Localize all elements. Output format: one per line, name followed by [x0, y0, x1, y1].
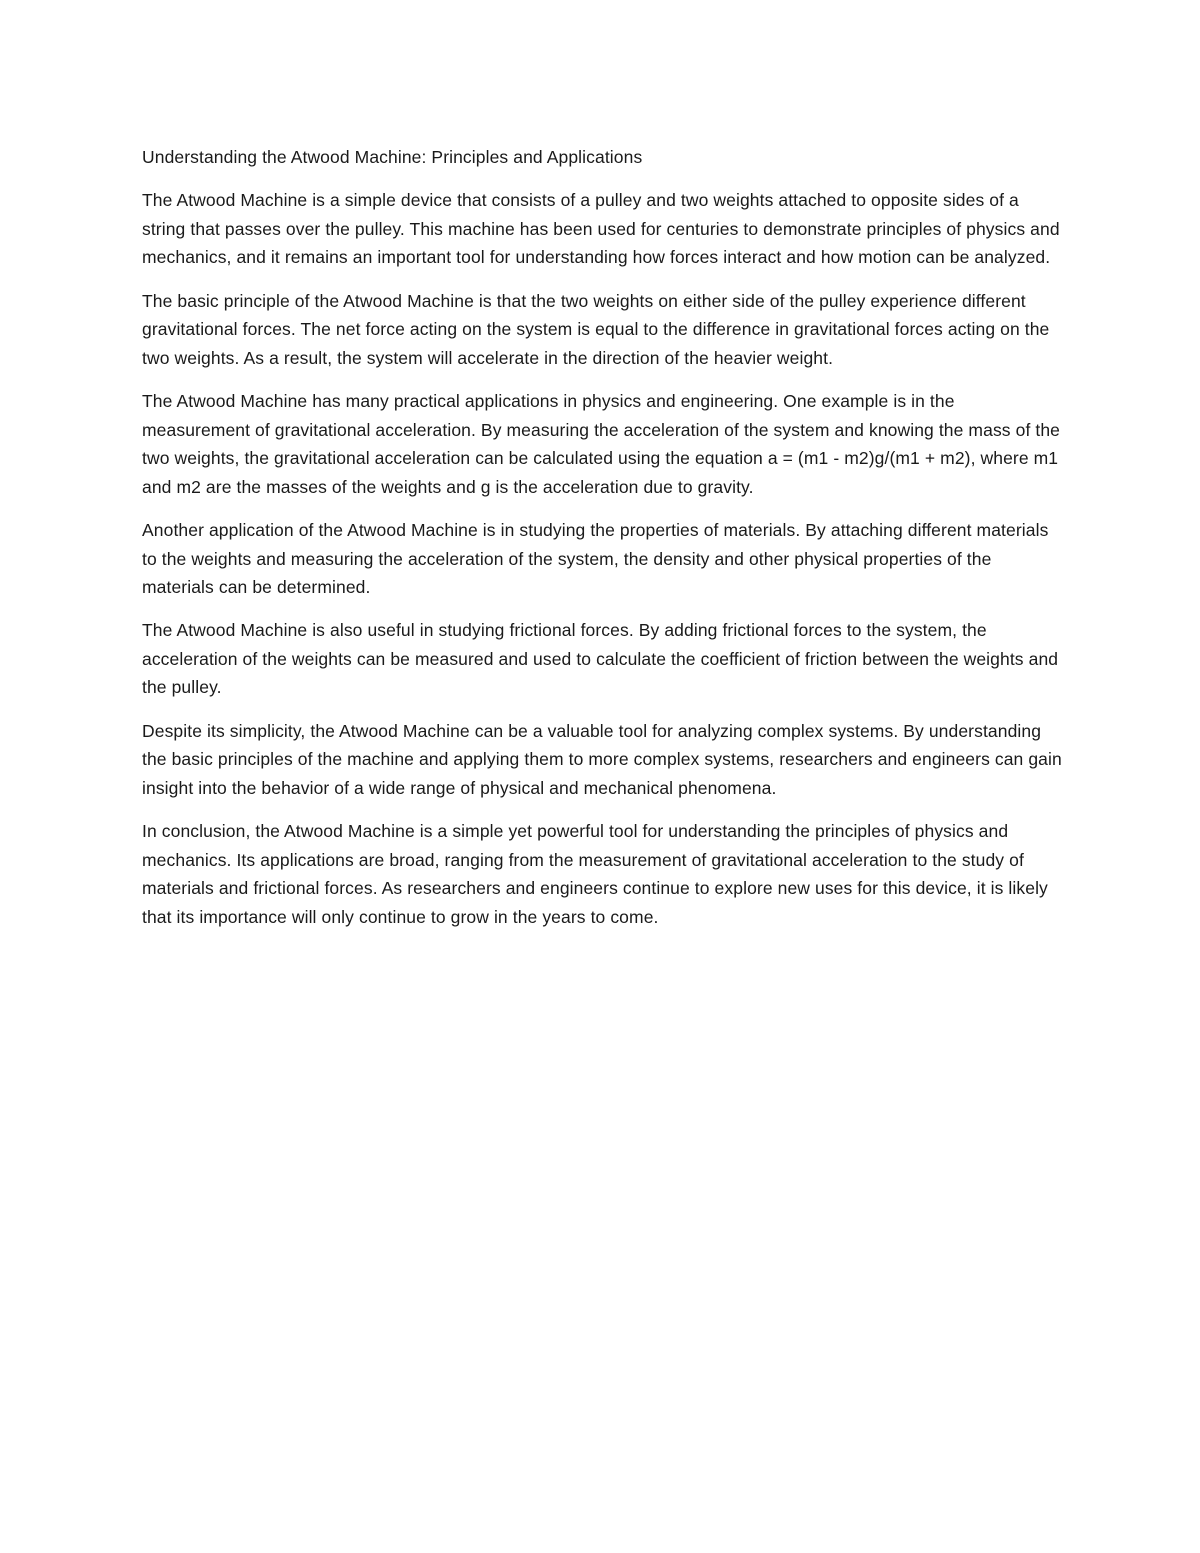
document-body: [142, 143, 1062, 946]
paragraph-intro: The Atwood Machine is a simple device that consists of a pulley and two weights attached to opposite sides of a string that passes over the pulley. This machine has been used for centuries to demonstrate principles of physics and mechanics, and it remains an important tool for understanding how forces interact and how motion can be analyzed.: [142, 190, 1060, 268]
document-title: Understanding the Atwood Machine: Principles and Applications: [142, 147, 643, 167]
paragraph-practical-applications: The Atwood Machine has many practical applications in physics and engineering. One example is in the measurement of gravitational acceleration. By measuring the acceleration of the system and knowing the mass of the two weights, the gravitational acceleration can be calculated using the equation a = (m1 - m2)g/(m1 + m2), where m1 and m2 are the masses of the weights and g is the acceleration due to gravity.: [142, 390, 1060, 497]
paragraph-basic-principle: The basic principle of the Atwood Machine is that the two weights on either side of the pulley experience different gravitational forces. The net force acting on the system is equal to the difference in gravitational forces acting on the two weights. As a result, the system will accelerate in the direction of the heavier weight.: [142, 290, 1050, 368]
paragraph-materials: Another application of the Atwood Machine is in studying the properties of materials. By attaching different materials to the weights and measuring the acceleration of the system, the density and other physical properties of the materials can be determined.: [142, 519, 1049, 598]
paragraph-complex-systems: Despite its simplicity, the Atwood Machine can be a valuable tool for analyzing complex systems. By understanding the basic principles of the machine and applying them to more complex systems, researchers and engineers can gain insight into the behavior of a wide range of physical and mechanical phenomena.: [142, 720, 1062, 798]
paragraph-conclusion: In conclusion, the Atwood Machine is a simple yet powerful tool for understanding the principles of physics and mechanics. Its applications are broad, ranging from the measurement of gravitational acceleration to the study of materials and frictional forces. As researchers and engineers continue to explore new uses for this device, it is likely that its importance will only continue to grow in the years to come.: [142, 821, 1048, 927]
paragraph-friction: The Atwood Machine is also useful in studying frictional forces. By adding frictional forces to the system, the acceleration of the weights can be measured and used to calculate the coefficient of friction between the weights and the pulley.: [142, 620, 1059, 698]
